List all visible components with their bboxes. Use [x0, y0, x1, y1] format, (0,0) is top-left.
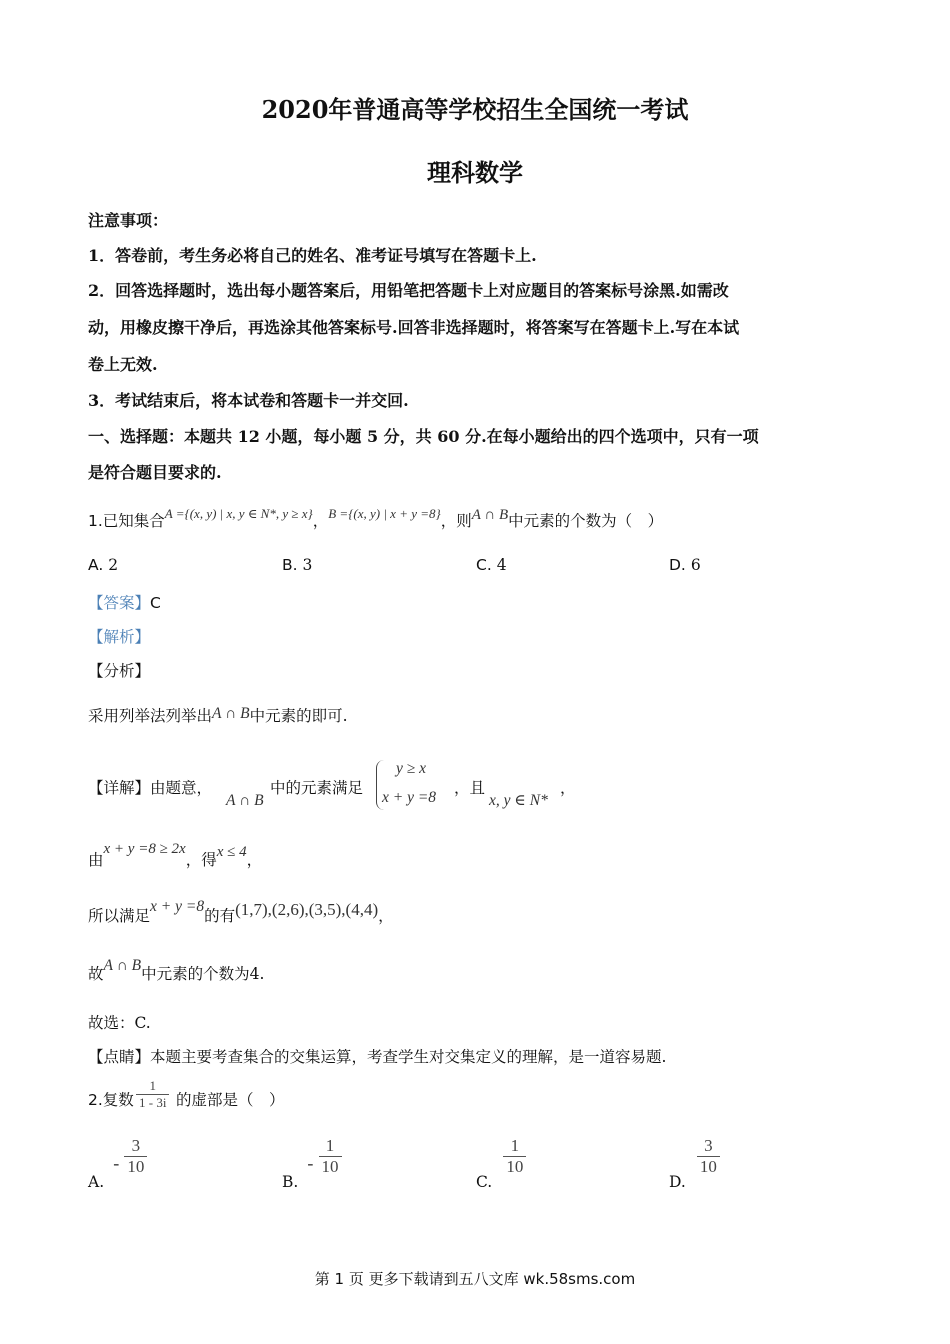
dianjing-line: 【点睛】本题主要考查集合的交集运算，考查学生对交集定义的理解，是一道容易题. [88, 1048, 667, 1066]
q2-stem: 2.复数 [88, 1091, 134, 1109]
q2-suffix: 的虚部是（ ） [176, 1091, 285, 1109]
notice-item-1: 1．答卷前，考生务必将自己的姓名、准考证号填写在答题卡上. [88, 246, 537, 265]
q1-option-b: B. 3 [282, 556, 313, 574]
system-line-1: y ≥ x [396, 760, 427, 777]
q1-suffix: 中元素的个数为（ ） [508, 512, 664, 530]
q1-comma: ， [312, 512, 329, 530]
derive-line-2: 由x + y =8 ≥ 2x，得x ≤ 4， [88, 841, 263, 869]
derive-line-3: 所以满足x + y =8的有(1,7),(2,6),(3,5),(4,4)， [88, 898, 394, 925]
detail-math-intersect: A ∩ B [226, 792, 264, 809]
q2-fraction: $\frac{1}{1 - 3i}$ [136, 1078, 169, 1111]
system-line-2: x + y =8 [382, 789, 437, 806]
q1-set-b: B ={(x, y) | x + y =8} [328, 506, 441, 521]
fenxi-text: 采用列举法列举出A ∩ B中元素的即可. [88, 705, 348, 725]
fenxi-tag: 【分析】 [88, 662, 151, 680]
notice-item-3: 3．考试结束后，将本试卷和答题卡一并交回. [88, 391, 409, 410]
derive-line-4: 故A ∩ B中元素的个数为4. [88, 957, 265, 983]
q1-set-a: A ={(x, y) | x, y ∈ N*, y ≥ x} [164, 506, 313, 521]
q2-option-d: D. $\frac{3}{10}$ [669, 1136, 720, 1177]
notice-item-2-line3: 卷上无效. [88, 355, 158, 374]
detail-end: ， [560, 779, 576, 797]
q1-stem [88, 506, 664, 531]
notice-item-2-line1: 2．回答选择题时，选出每小题答案后，用铅笔把答题卡上对应题目的答案标号涂黑.如需改 [88, 281, 729, 300]
q1-intersect: A ∩ B [471, 507, 509, 523]
detail-and: ，且 [454, 779, 486, 797]
notice-item-2-line2: 动，用橡皮擦干净后，再选涂其他答案标号.回答非选择题时，将答案写在答题卡上.写在本试 [88, 318, 740, 337]
page-footer: 第 1 页 更多下载请到五八文库 wk.58sms.com [314, 1270, 636, 1288]
answer-tag: 【答案】 [88, 594, 151, 612]
analysis-tag: 【解析】 [88, 628, 151, 646]
q1-then: ，则 [440, 512, 472, 530]
q1-prefix: 1.已知集合 [88, 512, 165, 530]
answer-value: C [150, 594, 161, 612]
choose-line: 故选：C. [88, 1014, 151, 1032]
q2-option-b: B. - $\frac{1}{10}$ [282, 1136, 342, 1177]
detail-math-domain: x, y ∈ N* [489, 792, 548, 809]
q2-option-c: C. $\frac{1}{10}$ [476, 1136, 526, 1177]
q1-option-a: A. 2 [88, 556, 119, 574]
q1-answer [88, 591, 161, 613]
q1-option-c: C. 4 [476, 556, 507, 574]
exam-subtitle: 理科数学 [427, 158, 523, 187]
section-heading-line2: 是符合题目要求的. [88, 463, 222, 482]
q2-option-a: A. - $\frac{3}{10}$ [88, 1136, 147, 1177]
exam-title: 2020年普通高等学校招生全国统一考试 [261, 95, 689, 124]
detail-mid: 中的元素满足 [270, 779, 364, 797]
notice-heading: 注意事项： [88, 211, 169, 230]
section-heading-line1: 一、选择题：本题共 12 小题，每小题 5 分，共 60 分.在每小题给出的四个选项中，只有一项 [88, 427, 759, 446]
q1-option-d: D. 6 [669, 556, 701, 574]
detail-tag: 【详解】由题意， [88, 779, 213, 797]
